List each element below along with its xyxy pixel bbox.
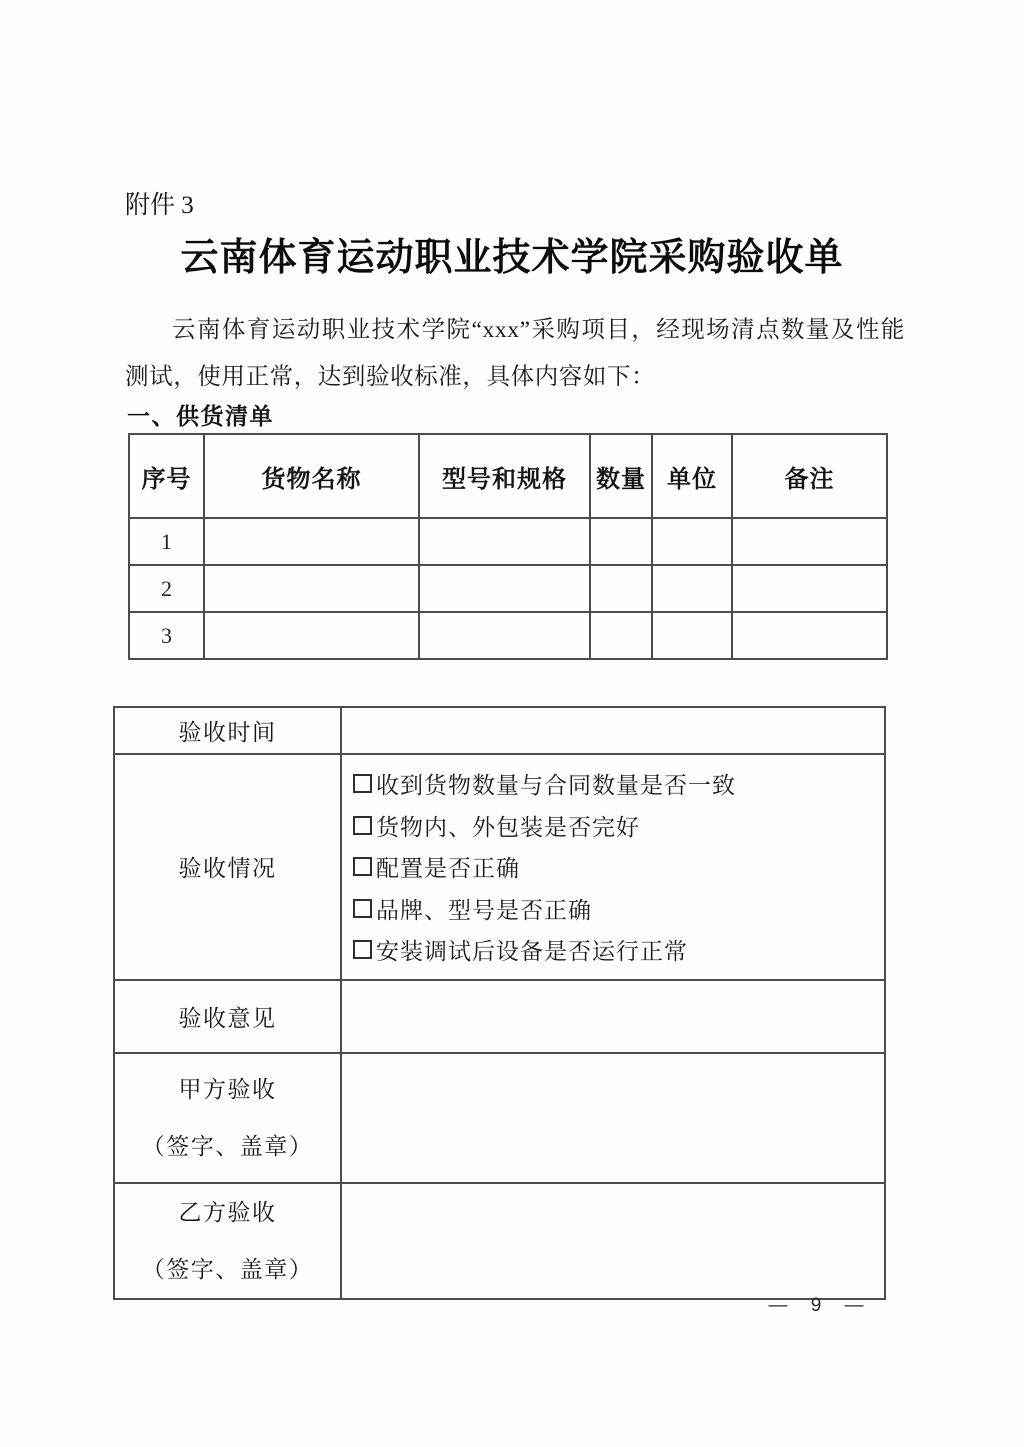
column-header-goods-name: 货物名称 bbox=[204, 434, 419, 518]
acceptance-time-row bbox=[114, 707, 885, 754]
model-spec-cell bbox=[419, 518, 590, 565]
party-b-label-line2: （签字、盖章） bbox=[141, 1256, 314, 1282]
section-heading-supply-list: 一、供货清单 bbox=[127, 404, 274, 429]
supply-table-header-row bbox=[129, 434, 887, 518]
checklist-item-label: 配置是否正确 bbox=[376, 856, 520, 882]
acceptance-status-row bbox=[114, 754, 885, 980]
checkbox-icon bbox=[353, 774, 372, 793]
goods-name-cell bbox=[204, 565, 419, 612]
intro-paragraph: 云南体育运动职业技术学院“xxx”采购项目，经现场清点数量及性能测试，使用正常，达到验收标准，具体内容如下： bbox=[125, 317, 905, 390]
acceptance-time-label: 验收时间 bbox=[114, 707, 341, 754]
unit-cell bbox=[652, 612, 732, 659]
checklist-item bbox=[353, 929, 874, 971]
checklist-item bbox=[353, 763, 874, 805]
column-header-remark: 备注 bbox=[732, 434, 887, 518]
checkbox-icon bbox=[353, 899, 372, 918]
goods-name-cell bbox=[204, 518, 419, 565]
checkbox-icon bbox=[353, 940, 372, 959]
column-header-quantity: 数量 bbox=[590, 434, 652, 518]
party-a-label-line2: （签字、盖章） bbox=[141, 1133, 314, 1159]
table-row bbox=[129, 518, 887, 565]
attachment-label: 附件 3 bbox=[125, 192, 194, 219]
checklist-item bbox=[353, 888, 874, 930]
party-b-label-line1: 乙方验收 bbox=[178, 1199, 277, 1225]
quantity-cell bbox=[590, 518, 652, 565]
model-spec-cell bbox=[419, 565, 590, 612]
acceptance-status-label: 验收情况 bbox=[114, 754, 341, 980]
remark-cell bbox=[732, 565, 887, 612]
acceptance-opinion-label: 验收意见 bbox=[114, 980, 341, 1053]
remark-cell bbox=[732, 612, 887, 659]
page-number: — 9 — bbox=[768, 1295, 866, 1316]
party-b-acceptance-row bbox=[114, 1183, 885, 1299]
party-a-signature-area bbox=[341, 1053, 885, 1183]
remark-cell bbox=[732, 518, 887, 565]
party-a-acceptance-label bbox=[114, 1053, 341, 1183]
page-title: 云南体育运动职业技术学院采购验收单 bbox=[180, 237, 844, 279]
acceptance-time-value bbox=[341, 707, 885, 754]
party-b-acceptance-label bbox=[114, 1183, 341, 1299]
model-spec-cell bbox=[419, 612, 590, 659]
acceptance-opinion-row bbox=[114, 980, 885, 1053]
acceptance-table bbox=[113, 706, 886, 1300]
table-row bbox=[129, 565, 887, 612]
acceptance-opinion-value bbox=[341, 980, 885, 1053]
serial-cell: 3 bbox=[129, 612, 204, 659]
serial-cell: 2 bbox=[129, 565, 204, 612]
quantity-cell bbox=[590, 612, 652, 659]
serial-cell: 1 bbox=[129, 518, 204, 565]
checkbox-icon bbox=[353, 816, 372, 835]
quantity-cell bbox=[590, 565, 652, 612]
goods-name-cell bbox=[204, 612, 419, 659]
unit-cell bbox=[652, 565, 732, 612]
checklist-item-label: 货物内、外包装是否完好 bbox=[376, 814, 640, 840]
unit-cell bbox=[652, 518, 732, 565]
party-a-acceptance-row bbox=[114, 1053, 885, 1183]
column-header-serial: 序号 bbox=[129, 434, 204, 518]
column-header-unit: 单位 bbox=[652, 434, 732, 518]
checklist-item bbox=[353, 846, 874, 888]
checklist-item-label: 安装调试后设备是否运行正常 bbox=[376, 939, 688, 965]
column-header-model-spec: 型号和规格 bbox=[419, 434, 590, 518]
supply-table bbox=[128, 433, 888, 660]
acceptance-checklist bbox=[341, 754, 885, 980]
checklist-item-label: 品牌、型号是否正确 bbox=[376, 897, 592, 923]
party-a-label-line1: 甲方验收 bbox=[178, 1076, 277, 1102]
party-b-signature-area bbox=[341, 1183, 885, 1299]
checklist-item bbox=[353, 805, 874, 847]
table-row bbox=[129, 612, 887, 659]
checklist-item-label: 收到货物数量与合同数量是否一致 bbox=[376, 773, 736, 799]
checkbox-icon bbox=[353, 857, 372, 876]
